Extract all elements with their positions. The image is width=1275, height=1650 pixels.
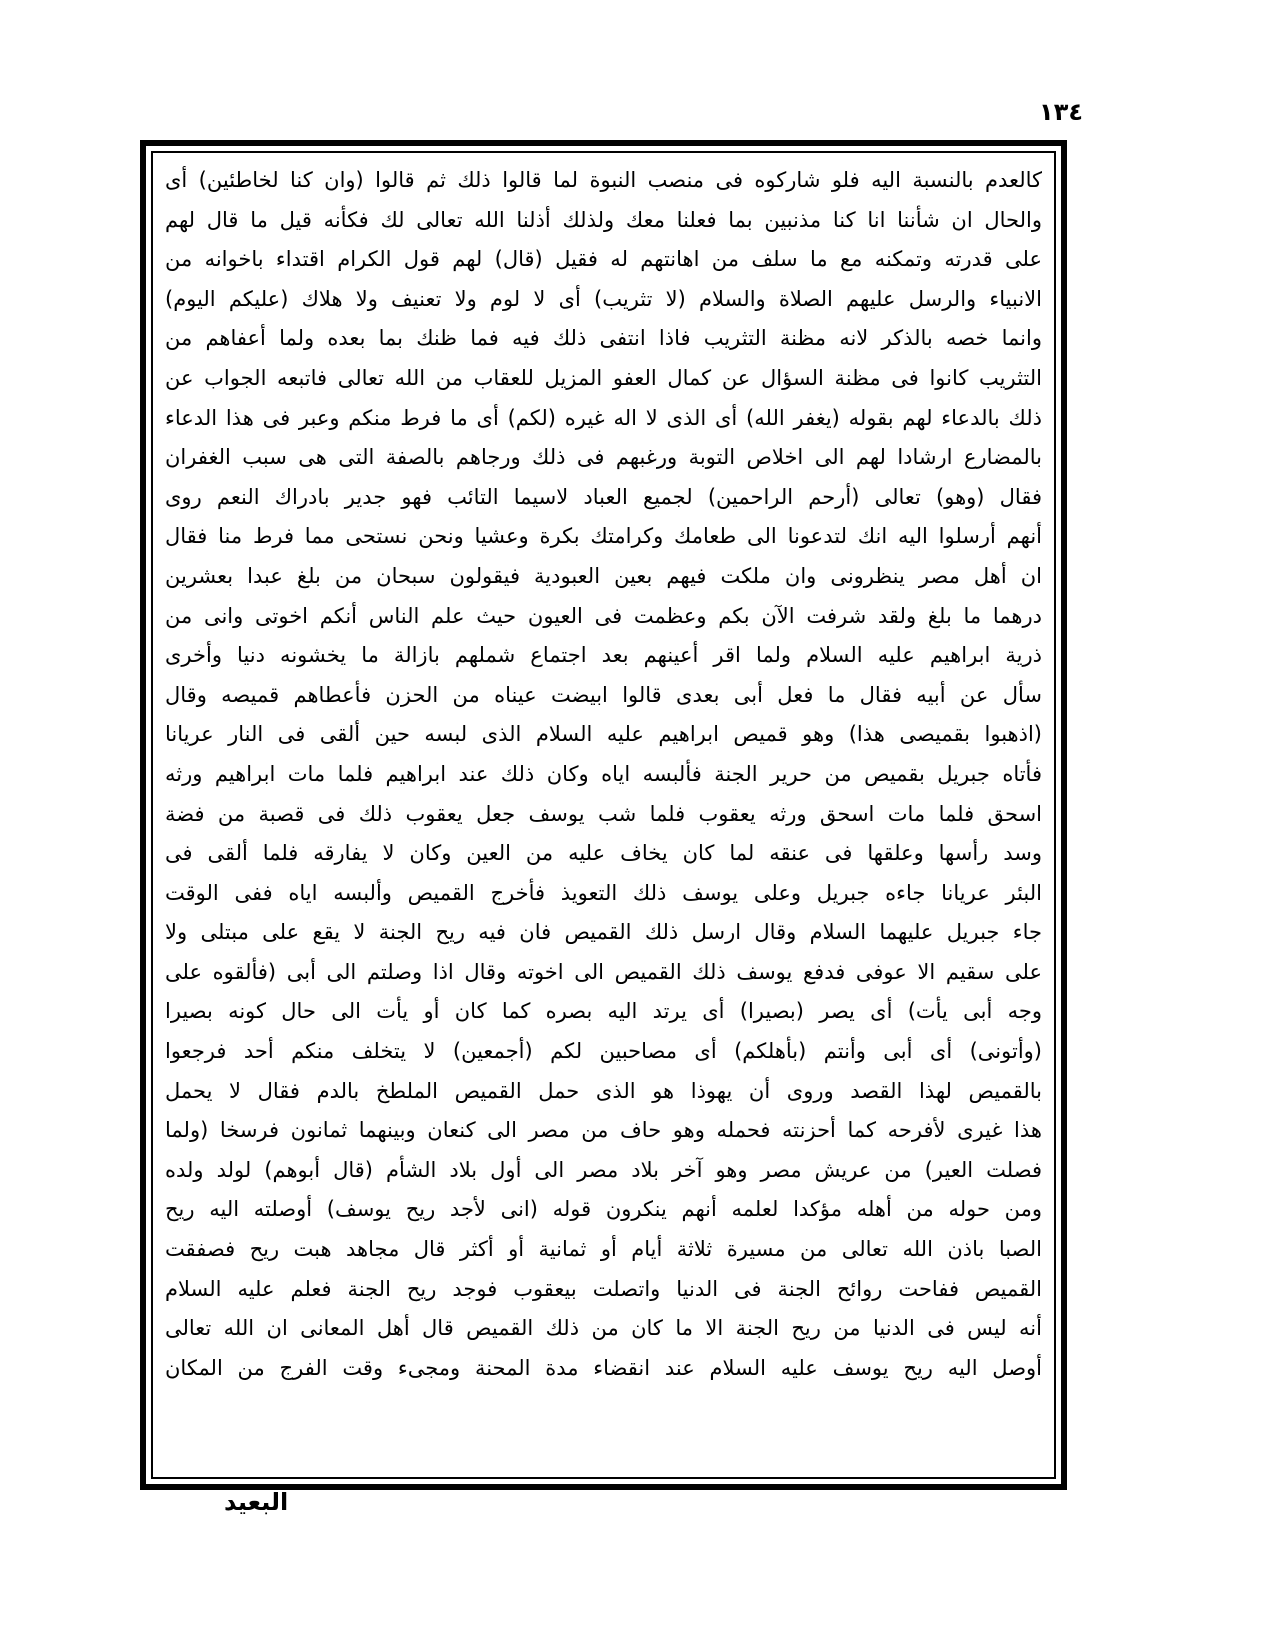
text-line: فأتاه جبريل بقميص من حرير الجنة فألبسه اياه وكان ذلك عند ابراهيم فلما مات ابراهيم ورثه: [165, 761, 1042, 786]
catchword: البعيد: [224, 1488, 289, 1516]
text-line: ذلك بالدعاء لهم بقوله (يغفر الله) أى الذى لا اله غيره (لكم) أى ما فرط منكم وعبر فى هذا الدعاء: [165, 405, 1042, 430]
text-line: على قدرته وتمكنه مع ما سلف من اهانتهم له فقيل (قال) لهم قول الكرام اقتداء باخوانه من: [165, 247, 1042, 272]
text-line: اسحق فلما مات اسحق ورثه يعقوب فلما شب يوسف جعل يعقوب ذلك فى قصبة من فضة: [165, 801, 1042, 826]
text-line: ومن حوله من أهله مؤكدا لعلمه أنهم ينكرون قوله (انى لأجد ريح يوسف) أوصلته اليه ريح: [165, 1197, 1042, 1222]
text-line: وانما خصه بالذكر لانه مظنة التثريب فاذا انتفى ذلك فيه فما ظنك بما بعده ولما أعفاهم من: [165, 326, 1042, 351]
text-line: درهما ما بلغ ولقد شرفت الآن بكم وعظمت فى العيون حيث علم الناس أنكم اخوتى وانى من: [165, 603, 1042, 628]
text-line: ان أهل مصر ينظرونى وان ملكت فيهم بعين العبودية فيقولون سبحان من بلغ عبدا بعشرين: [165, 563, 1042, 588]
text-line: وسد رأسها وعلقها فى عنقه لما كان يخاف عليه من العين وكان لا يفارقه فلما ألقى فى: [165, 841, 1042, 866]
inner-frame: [151, 151, 1056, 1479]
text-line: أوصل اليه ريح يوسف عليه السلام عند انقضاء مدة المحنة ومجىء وقت الفرج من المكان: [165, 1355, 1042, 1380]
text-line: بالقميص لهذا القصد وروى أن يهوذا هو الذى حمل القميص الملطخ بالدم فقال لا يحمل: [165, 1078, 1042, 1103]
text-line: (وأتونى) أى أبى وأنتم (بأهلكم) أى مصاحبين لكم (أجمعين) لا يتخلف منكم أحد فرجعوا: [165, 1039, 1042, 1064]
text-line: فقال (وهو) تعالى (أرحم الراحمين) لجميع العباد لاسيما التائب فهو جدير بادراك النعم روى: [165, 484, 1042, 509]
text-line: وجه أبى يأت) أى يصر (بصيرا) أى يرتد اليه بصره كما كان أو يأت الى حال كونه بصيرا: [165, 999, 1042, 1024]
text-line: على سقيم الا عوفى فدفع يوسف ذلك القميص الى اخوته وقال اذا وصلتم الى أبى (فألقوه على: [165, 959, 1042, 984]
text-line: أنهم أرسلوا اليه انك لتدعونا الى طعامك وكرامتك بكرة وعشيا ونحن نستحى مما فرط منا فقال: [165, 524, 1042, 549]
text-line: هذا غيرى لأفرحه كما أحزنته فحمله وهو حاف من مصر الى كنعان وبينهما ثمانون فرسخا (ولما: [165, 1118, 1042, 1143]
text-line: جاء جبريل عليهما السلام وقال ارسل ذلك القميص فان فيه ريح الجنة لا يقع على مبتلى ولا: [165, 920, 1042, 945]
page-frame: [140, 140, 1067, 1490]
text-body: [165, 161, 1042, 1388]
text-line: سأل عن أبيه فقال ما فعل أبى بعدى قالوا ابيضت عيناه من الحزن فأعطاهم قميصه وقال: [165, 682, 1042, 707]
text-line: (اذهبوا بقميصى هذا) وهو قميص ابراهيم عليه السلام الذى لبسه حين ألقى فى النار عريانا: [165, 722, 1042, 747]
text-line: كالعدم بالنسبة اليه فلو شاركوه فى منصب النبوة لما قالوا ذلك ثم قالوا (وان كنا لخاطئين) أى: [165, 168, 1042, 192]
text-line: أنه ليس فى الدنيا من ريح الجنة الا ما كان من ذلك القميص قال أهل المعانى ان الله تعالى: [165, 1316, 1042, 1341]
text-line: فصلت العير) من عريش مصر وهو آخر بلاد مصر الى أول بلاد الشأم (قال أبوهم) لولد ولده: [165, 1157, 1042, 1182]
text-line: الانبياء والرسل عليهم الصلاة والسلام (لا تثريب) أى لا لوم ولا تعنيف ولا هلاك (عليكم اليوم): [165, 286, 1042, 311]
text-line: القميص ففاحت روائح الجنة فى الدنيا واتصلت بيعقوب فوجد ريح الجنة فعلم عليه السلام: [165, 1276, 1042, 1301]
text-line: والحال ان شأننا انا كنا مذنبين بما فعلنا معك ولذلك أذلنا الله تعالى لك فكأنه قيل ما قال لهم: [165, 207, 1042, 232]
text-line: الصبا باذن الله تعالى من مسيرة ثلاثة أيام أو ثمانية أو أكثر قال مجاهد هبت ريح فصفقت: [165, 1237, 1042, 1262]
text-line: التثريب كانوا فى مظنة السؤال عن كمال العفو المزيل للعقاب من الله تعالى فاتبعه الجواب عن: [165, 365, 1042, 390]
text-line: ذرية ابراهيم عليه السلام ولما اقر أعينهم بعد اجتماع شملهم بازالة ما يخشونه دنيا وأخرى: [165, 643, 1042, 668]
page-number: ١٣٤: [1039, 98, 1083, 126]
text-line: البئر عريانا جاءه جبريل وعلى يوسف ذلك التعويذ فأخرج القميص وألبسه اياه ففى الوقت: [165, 880, 1042, 905]
text-line: بالمضارع ارشادا لهم الى اخلاص التوبة ورغبهم فى ذلك ورجاهم بالصفة التى هى سبب الغفران: [165, 445, 1042, 470]
